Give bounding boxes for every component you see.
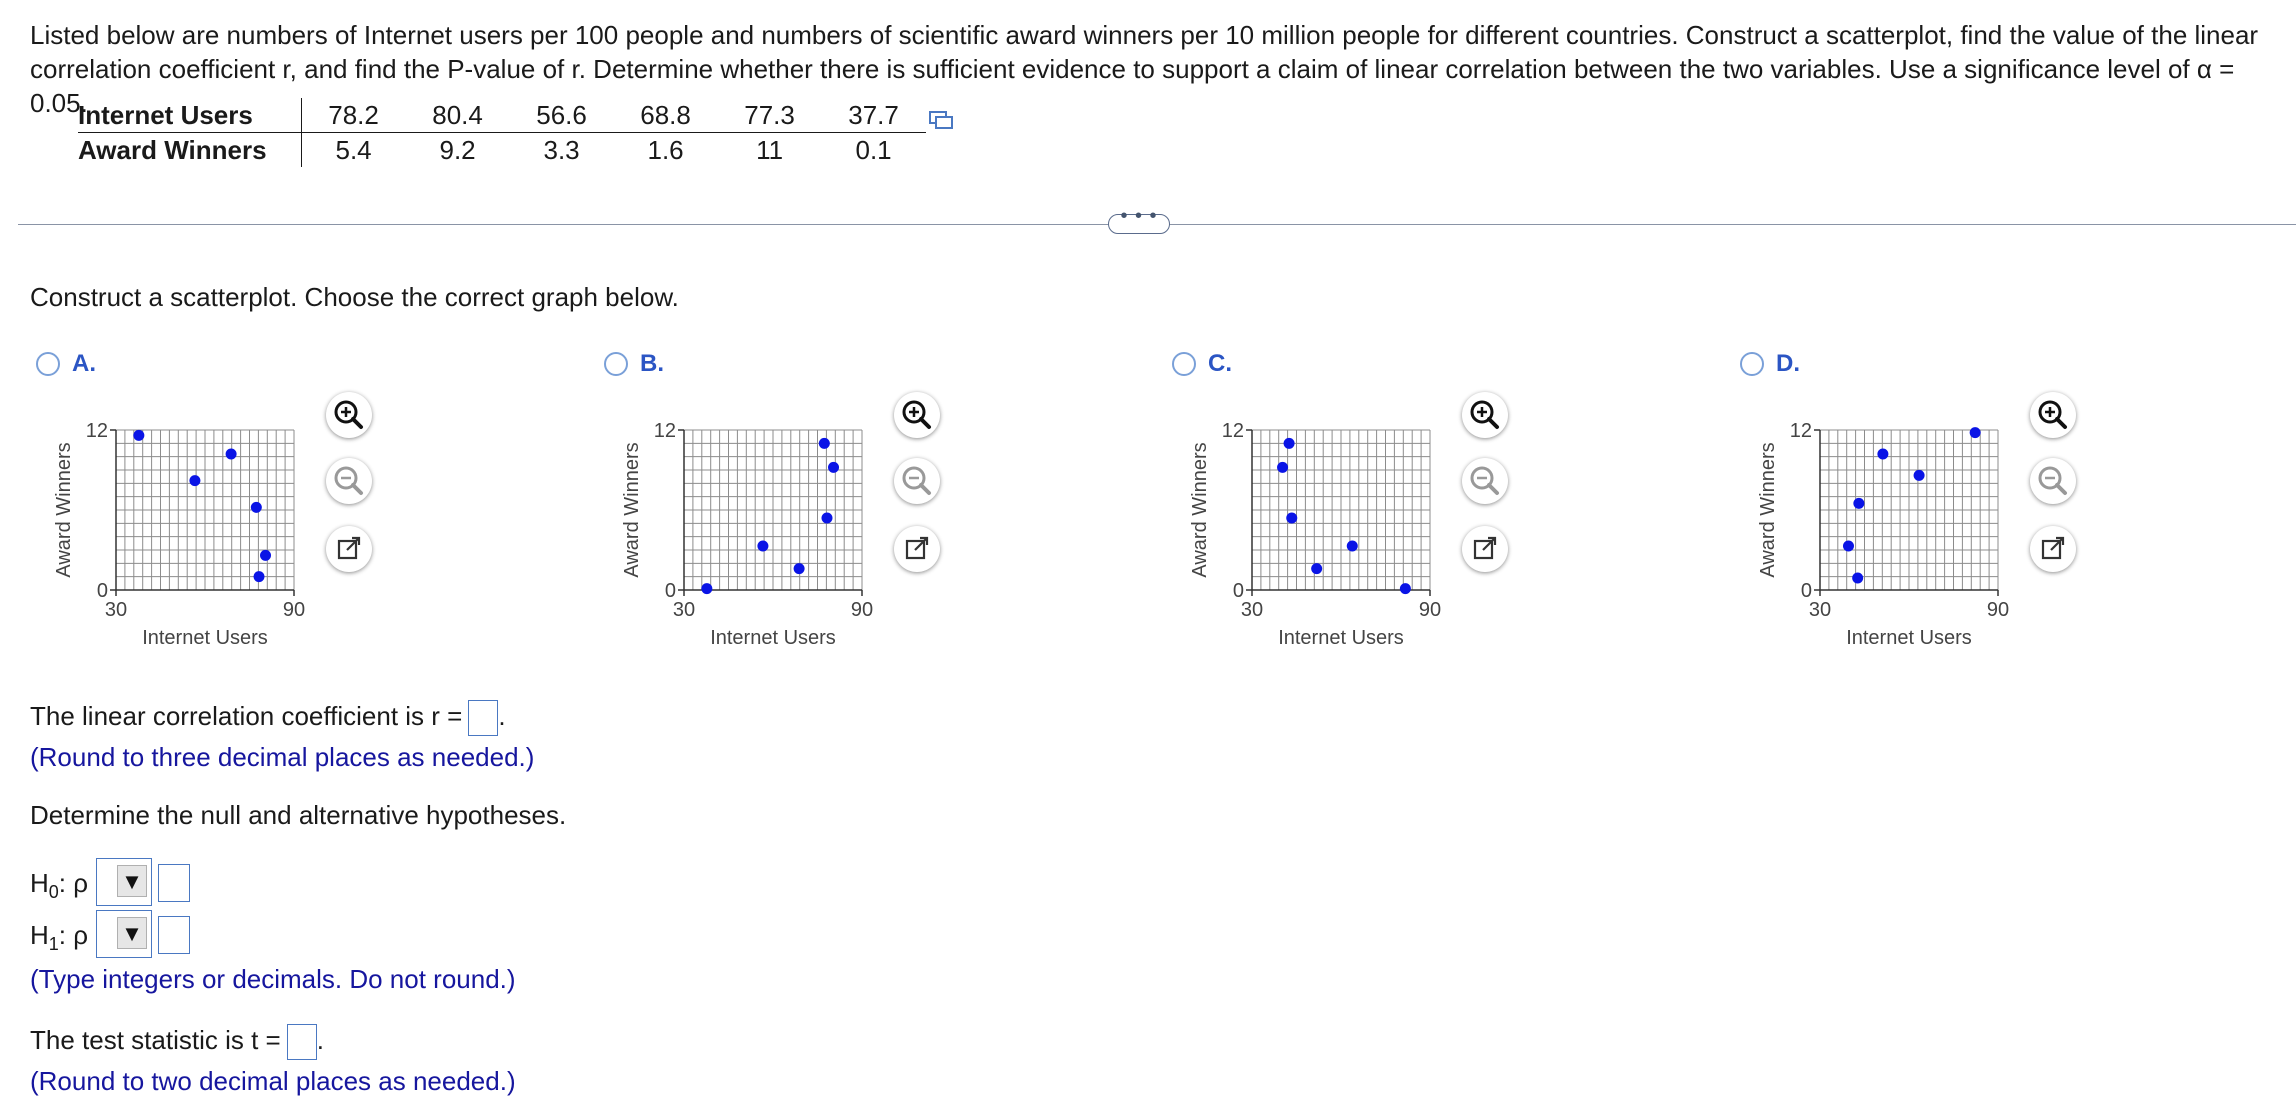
table-cell: 78.2 [301, 98, 406, 133]
table-cell: 37.7 [822, 98, 926, 133]
y-tick-label-max: 12 [1789, 420, 1812, 442]
data-point [1852, 573, 1863, 584]
data-point [828, 462, 839, 473]
y-tick-label-min: 0 [1800, 580, 1812, 602]
copy-table-icon[interactable] [928, 110, 954, 130]
y-tick-label-min: 0 [96, 580, 108, 602]
y-axis-label: Award Winners [1189, 442, 1211, 578]
dropdown-arrow-icon: ▼ [117, 865, 147, 897]
option-d-radio[interactable] [1740, 352, 1764, 376]
h1-label: $H_1$: ρ [30, 920, 89, 955]
table-cell: 0.1 [855, 134, 892, 165]
x-axis-label: Internet Users [710, 627, 836, 649]
data-table [78, 98, 926, 167]
data-point [819, 438, 830, 449]
y-axis-label: Award Winners [621, 442, 643, 578]
data-point [226, 449, 237, 460]
x-tick-label-min: 30 [1808, 599, 1832, 621]
option-c-radio[interactable] [1172, 352, 1196, 376]
y-tick-label-min: 0 [664, 580, 676, 602]
plot-grid [1252, 430, 1430, 590]
data-point [1914, 470, 1925, 481]
zoom-out-icon[interactable] [326, 458, 372, 504]
dropdown-arrow-icon: ▼ [117, 917, 147, 949]
data-point [253, 571, 264, 582]
popout-icon[interactable] [326, 526, 372, 572]
option-b-radio[interactable] [604, 352, 628, 376]
table-cell: 1.6 [647, 134, 684, 165]
row-header-internet-users: Internet Users [78, 98, 301, 133]
data-point [1286, 513, 1297, 524]
zoom-in-icon[interactable] [1462, 392, 1508, 438]
data-point [794, 563, 805, 574]
data-point [757, 541, 768, 552]
table-cell: 68.8 [614, 98, 718, 133]
y-tick-label-max: 12 [653, 420, 676, 442]
data-point [1400, 583, 1411, 594]
scatterplot-option-b [604, 410, 914, 650]
zoom-in-icon[interactable] [894, 392, 940, 438]
x-axis-label: Internet Users [1278, 627, 1404, 649]
r-hint: (Round to three decimal places as needed.) [30, 742, 535, 772]
data-point [260, 550, 271, 561]
t-answer-input[interactable] [287, 1024, 317, 1060]
option-b-label: B. [640, 350, 664, 377]
problem-statement: Listed below are numbers of Internet users per 100 people and numbers of scientific award winners per 10 million people for different countries. Construct a scatterplot, find the value of the linear correlation coefficient r, and find the P-value of r. Determine whether there is sufficient evidence to support a claim of linear correlation between the two variables. Use a significance level of α = 0.05. [30, 20, 2259, 118]
data-point [1284, 438, 1295, 449]
x-tick-label-max: 90 [1986, 599, 2010, 621]
table-cell: 56.6 [510, 98, 614, 133]
scatterplot-option-a [36, 410, 346, 650]
y-axis-label: Award Winners [53, 442, 75, 578]
data-point [1347, 541, 1358, 552]
plot-grid [1820, 430, 1998, 590]
table-cell: 5.4 [335, 134, 372, 165]
data-point [701, 583, 712, 594]
h0-operator-dropdown[interactable] [96, 858, 152, 906]
data-point [133, 430, 144, 441]
r-question-text: The linear correlation coefficient is r = [30, 700, 463, 731]
r-answer-input[interactable] [468, 700, 498, 736]
data-point [1853, 498, 1864, 509]
x-tick-label-min: 30 [672, 599, 696, 621]
x-tick-label-max: 90 [1418, 599, 1442, 621]
table-cell: 11 [756, 134, 784, 165]
table-cell: 80.4 [406, 98, 510, 133]
t-question-text: The test statistic is t = [30, 1024, 281, 1055]
zoom-in-icon[interactable] [326, 392, 372, 438]
row-header-award-winners: Award Winners [78, 133, 301, 168]
data-point [189, 475, 200, 486]
h1-operator-dropdown[interactable] [96, 910, 152, 958]
plot-grid [684, 430, 862, 590]
y-tick-label-max: 12 [85, 420, 108, 442]
table-cell: 9.2 [439, 134, 476, 165]
hypotheses-question: Determine the null and alternative hypotheses. [30, 800, 567, 830]
data-point [1877, 449, 1888, 460]
x-tick-label-min: 30 [1240, 599, 1264, 621]
data-point [1311, 563, 1322, 574]
option-a-radio[interactable] [36, 352, 60, 376]
x-axis-label: Internet Users [142, 627, 268, 649]
data-point [821, 513, 832, 524]
popout-icon[interactable] [2030, 526, 2076, 572]
h1-value-input[interactable] [158, 916, 190, 954]
x-axis-label: Internet Users [1846, 627, 1972, 649]
data-point [1843, 541, 1854, 552]
zoom-out-icon[interactable] [2030, 458, 2076, 504]
y-tick-label-max: 12 [1221, 420, 1244, 442]
popout-icon[interactable] [894, 526, 940, 572]
more-button[interactable] [1108, 205, 1170, 234]
table-row [78, 133, 926, 168]
scatterplot-option-c [1172, 410, 1482, 650]
h0-value-input[interactable] [158, 864, 190, 902]
r-question: The linear correlation coefficient is r = . [30, 700, 506, 736]
h0-label: $H_0$: ρ [30, 868, 89, 903]
t-question: The test statistic is t = . [30, 1024, 324, 1060]
data-point [1277, 462, 1288, 473]
x-tick-label-max: 90 [850, 599, 874, 621]
table-row [78, 98, 926, 133]
t-hint: (Round to two decimal places as needed.) [30, 1066, 516, 1096]
x-tick-label-max: 90 [282, 599, 306, 621]
zoom-out-icon[interactable] [1462, 458, 1508, 504]
y-axis-label: Award Winners [1757, 442, 1779, 578]
hypotheses-hint: (Type integers or decimals. Do not round.) [30, 964, 516, 994]
option-d-label: D. [1776, 350, 1800, 377]
zoom-in-icon[interactable] [2030, 392, 2076, 438]
more-dots-icon: • • • [1120, 205, 1158, 227]
plot-grid [116, 430, 294, 590]
table-cell: 3.3 [543, 134, 580, 165]
zoom-out-icon[interactable] [894, 458, 940, 504]
data-point [1970, 427, 1981, 438]
popout-icon[interactable] [1462, 526, 1508, 572]
y-tick-label-min: 0 [1232, 580, 1244, 602]
option-c-label: C. [1208, 350, 1232, 377]
data-point [251, 502, 262, 513]
scatterplot-option-d [1740, 410, 2050, 650]
x-tick-label-min: 30 [104, 599, 128, 621]
scatterplot-instruction: Construct a scatterplot. Choose the correct graph below. [30, 282, 679, 312]
option-a-label: A. [72, 350, 96, 377]
table-cell: 77.3 [718, 98, 822, 133]
